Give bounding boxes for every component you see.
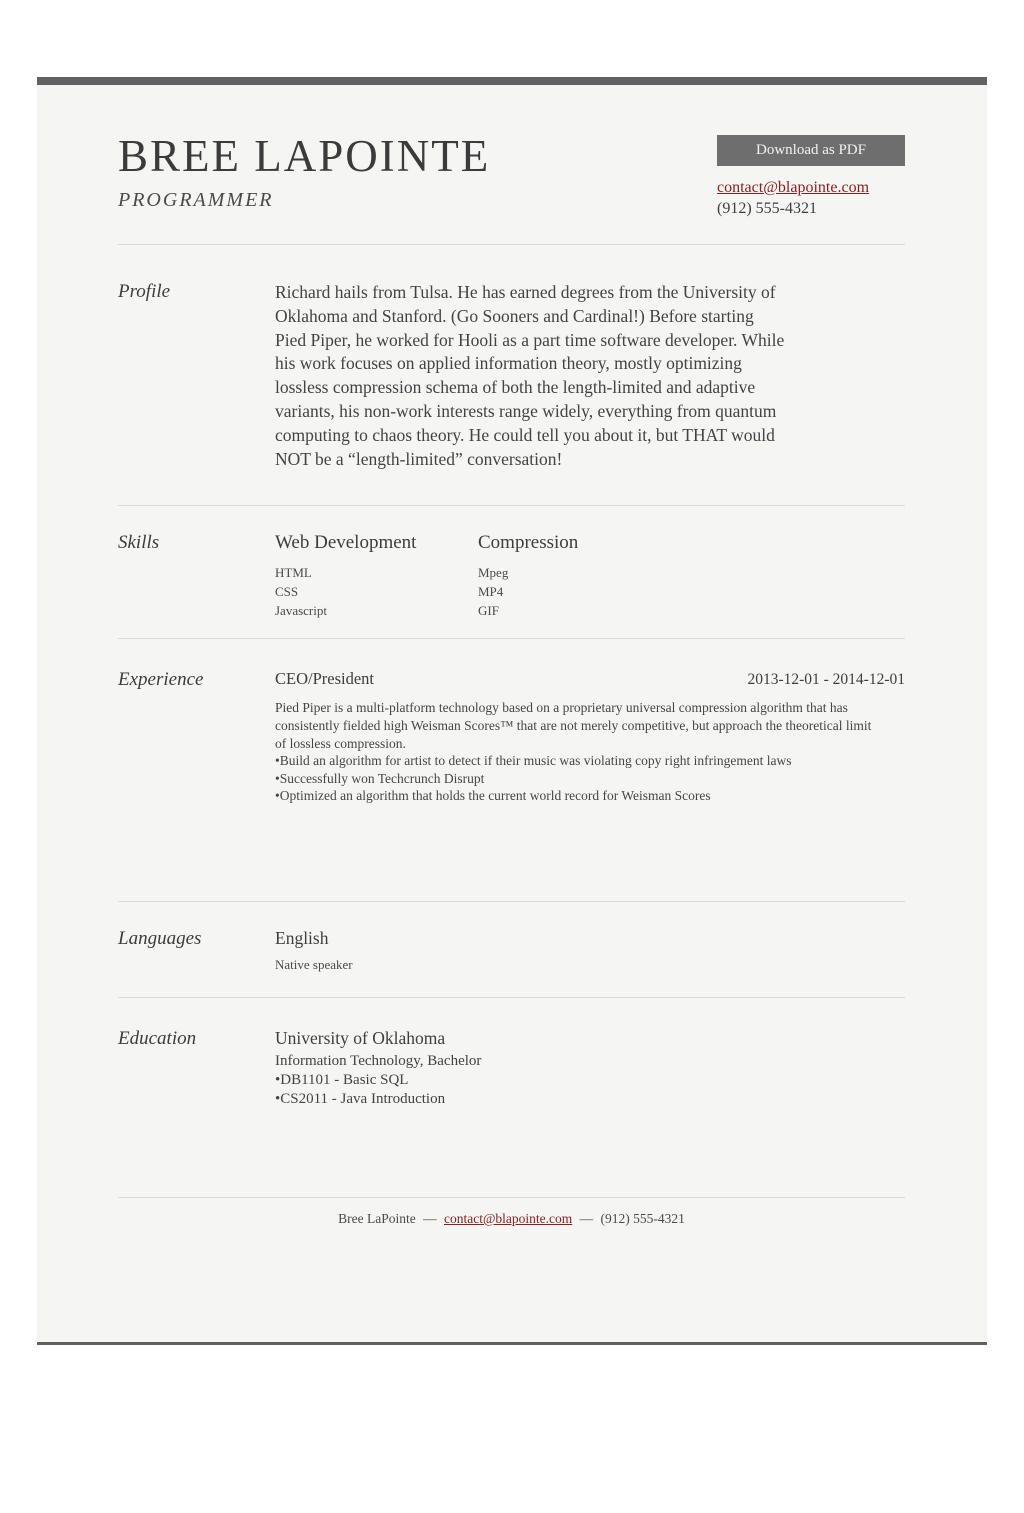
school-name: University of Oklahoma bbox=[275, 1027, 446, 1048]
section-education bbox=[118, 998, 905, 1197]
skill-item: Javascript bbox=[275, 603, 327, 619]
footer-name: Bree LaPointe bbox=[338, 1210, 416, 1226]
experience-entry bbox=[275, 669, 905, 805]
footer-phone: (912) 555-4321 bbox=[600, 1210, 685, 1226]
skill-group-compression bbox=[478, 532, 578, 620]
skill-group-title: Compression bbox=[478, 532, 579, 554]
header bbox=[118, 85, 905, 218]
section-profile bbox=[118, 245, 905, 505]
section-experience bbox=[118, 639, 905, 901]
course-list bbox=[275, 1071, 905, 1109]
skill-list bbox=[275, 563, 478, 620]
course-item: • CS2011 - Java Introduction bbox=[275, 1090, 905, 1109]
language-level: Native speaker bbox=[275, 956, 353, 972]
footer-separator: — bbox=[423, 1210, 437, 1226]
header-contact bbox=[717, 131, 905, 218]
header-phone: (912) 555-4321 bbox=[717, 200, 817, 217]
person-job-title: PROGRAMMER bbox=[118, 188, 274, 211]
job-highlights bbox=[275, 752, 905, 805]
footer-separator: — bbox=[579, 1210, 594, 1226]
education-section-label: Education bbox=[118, 1027, 197, 1049]
education-entry bbox=[275, 1028, 905, 1109]
resume-card bbox=[37, 77, 987, 1345]
job-highlight-item: • Build an algorithm for artist to detect if their music was violating copy right infringement laws bbox=[275, 752, 905, 770]
header-email-link[interactable]: contact@blapointe.com bbox=[717, 179, 870, 196]
skill-group-title: Web Development bbox=[275, 532, 417, 554]
language-name: English bbox=[275, 927, 329, 948]
skills-section-label: Skills bbox=[118, 532, 160, 554]
job-dates: 2013-12-01 - 2014-12-01 bbox=[747, 671, 905, 689]
person-name: BREE LAPOINTE bbox=[118, 131, 491, 181]
job-title: CEO/President bbox=[275, 669, 374, 689]
school-degree: Information Technology, Bachelor bbox=[275, 1052, 482, 1069]
download-pdf-button[interactable]: Download as PDF bbox=[717, 135, 905, 166]
job-highlight-item: • Optimized an algorithm that holds the current world record for Weisman Scores bbox=[275, 787, 905, 805]
skill-item: GIF bbox=[478, 603, 499, 619]
language-entry bbox=[275, 928, 905, 973]
skill-group-web-development bbox=[275, 532, 478, 620]
course-item: • DB1101 - Basic SQL bbox=[275, 1071, 905, 1090]
languages-section-label: Languages bbox=[118, 927, 202, 949]
job-highlight-item: • Successfully won Techcrunch Disrupt bbox=[275, 770, 905, 788]
header-identity bbox=[118, 131, 490, 218]
skill-item: Mpeg bbox=[478, 565, 509, 581]
section-languages bbox=[118, 902, 905, 997]
footer bbox=[118, 1198, 905, 1313]
footer-email-link[interactable]: contact@blapointe.com bbox=[443, 1210, 573, 1226]
job-description: Pied Piper is a multi-platform technology based on a proprietary universal compression algorithm that has consistently fielded high Weisman Scores™ that are not merely competitive, but approach the theoretical limit of lossless compression. bbox=[275, 700, 872, 751]
skill-item: HTML bbox=[275, 565, 312, 581]
section-skills bbox=[118, 506, 905, 638]
profile-text: Richard hails from Tulsa. He has earned degrees from the University of Oklahoma and Stanford. (Go Sooners and Cardinal!) Before starting Pied Piper, he worked for Hooli as a part time software developer. While his work focuses on applied information theory, mostly optimizing lossless compression schema of both the length-limited and adaptive variants, his non-work interests range widely, everything from quantum computing to chaos theory. He could tell you about it, but THAT would NOT be a “length-limited” conversation! bbox=[275, 282, 785, 469]
skill-list bbox=[478, 563, 578, 620]
skill-item: CSS bbox=[275, 584, 299, 600]
experience-section-label: Experience bbox=[118, 669, 204, 691]
skill-item: MP4 bbox=[478, 584, 504, 600]
profile-section-label: Profile bbox=[118, 281, 171, 302]
